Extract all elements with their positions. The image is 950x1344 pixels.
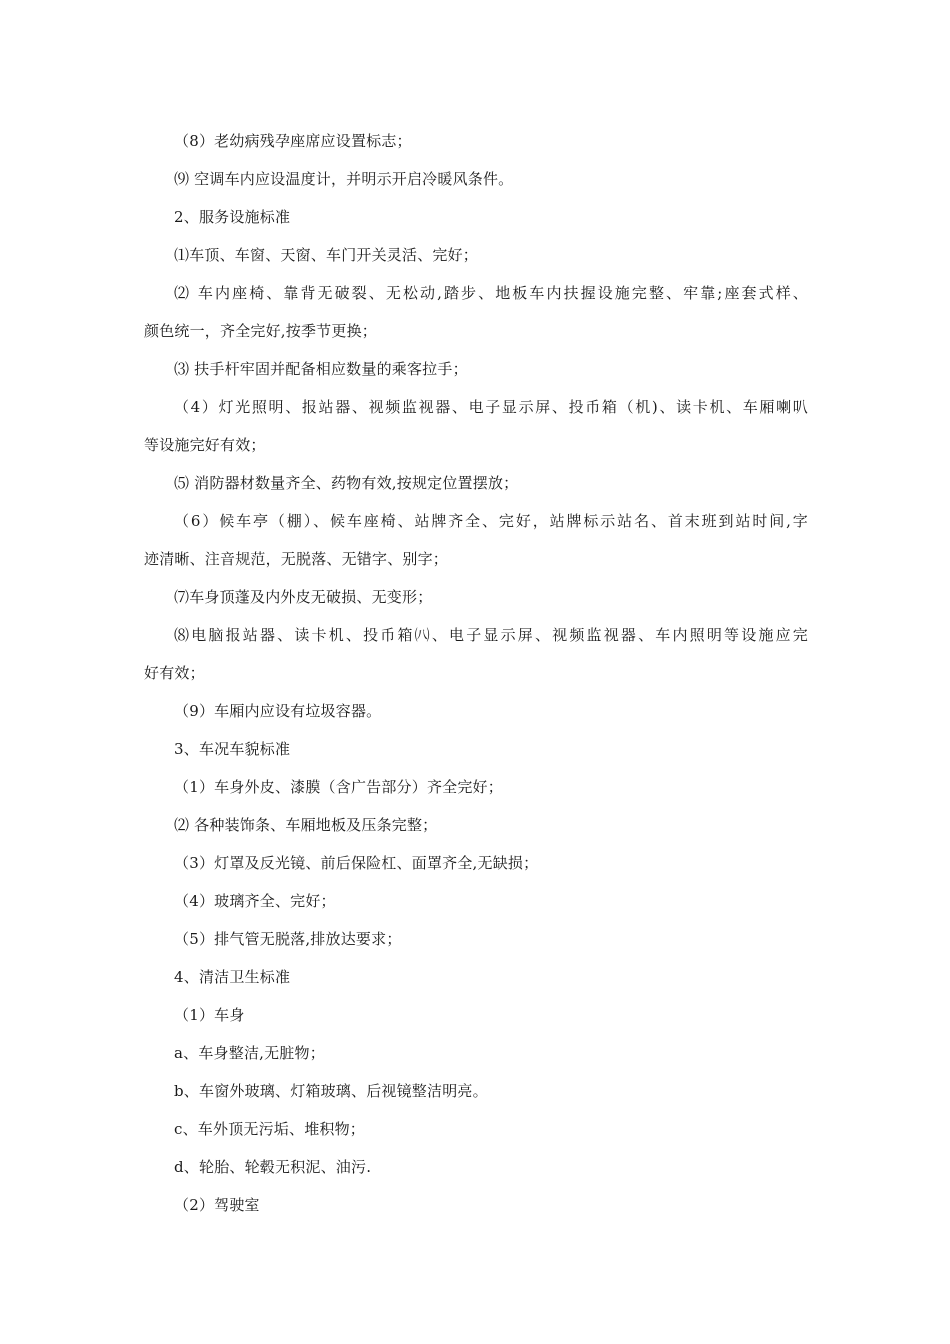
document-body [144, 122, 808, 1224]
section-heading: 2、服务设施标准 [174, 208, 291, 226]
text-line: ⑵ 各种装饰条、车厢地板及压条完整； [174, 816, 438, 834]
text-line: （2）驾驶室 [174, 1196, 260, 1214]
section-heading: 3、车况车貌标准 [174, 740, 291, 758]
text-line: 迹清晰、注音规范，无脱落、无错字、别字； [144, 550, 449, 568]
text-line: 等设施完好有效； [144, 436, 266, 454]
text-line: ⑸ 消防器材数量齐全、药物有效,按规定位置摆放； [174, 474, 519, 492]
text-line: （4）灯光照明、报站器、视频监视器、电子显示屏、投币箱（机)、读卡机、车厢喇叭 [174, 398, 808, 416]
text-line: （4）玻璃齐全、完好； [174, 892, 336, 910]
text-line: ⑶ 扶手杆牢固并配备相应数量的乘客拉手； [174, 360, 468, 378]
text-line: （8）老幼病残孕座席应设置标志； [174, 132, 412, 150]
text-line: ⑴车顶、车窗、天窗、车门开关灵活、完好； [174, 246, 479, 264]
text-line: （3）灯罩及反光镜、前后保险杠、面罩齐全,无缺损； [174, 854, 539, 872]
text-line: 好有效； [144, 664, 205, 682]
text-line: ⑵ 车内座椅、靠背无破裂、无松动,踏步、地板车内扶握设施完整、牢靠;座套式样、 [174, 284, 808, 302]
text-line: （6）候车亭（棚）、候车座椅、站牌齐全、完好，站牌标示站名、首末班到站时间,字 [174, 512, 808, 530]
text-line: （9）车厢内应设有垃圾容器。 [174, 702, 382, 720]
text-line: ⑻电脑报站器、读卡机、投币箱㈧、电子显示屏、视频监视器、车内照明等设施应完 [174, 626, 808, 644]
text-line: b、车窗外玻璃、灯箱玻璃、后视镜整洁明亮。 [174, 1082, 488, 1100]
text-line: ⑺车身顶蓬及内外皮无破损、无变形； [174, 588, 433, 606]
text-line: （5）排气管无脱落,排放达要求； [174, 930, 402, 948]
section-heading: 4、清洁卫生标准 [174, 968, 291, 986]
text-line: （1）车身外皮、漆膜（含广告部分）齐全完好； [174, 778, 503, 796]
text-line: 颜色统一，齐全完好,按季节更换； [144, 322, 377, 340]
text-line: a、车身整洁,无脏物； [174, 1044, 325, 1062]
text-line: d、轮胎、轮毂无积泥、油污. [174, 1158, 372, 1176]
text-line: （1）车身 [174, 1006, 245, 1024]
text-line: ⑼ 空调车内应设温度计，并明示开启冷暖风条件。 [174, 170, 514, 188]
text-line: c、车外顶无污垢、堆积物； [174, 1120, 366, 1138]
